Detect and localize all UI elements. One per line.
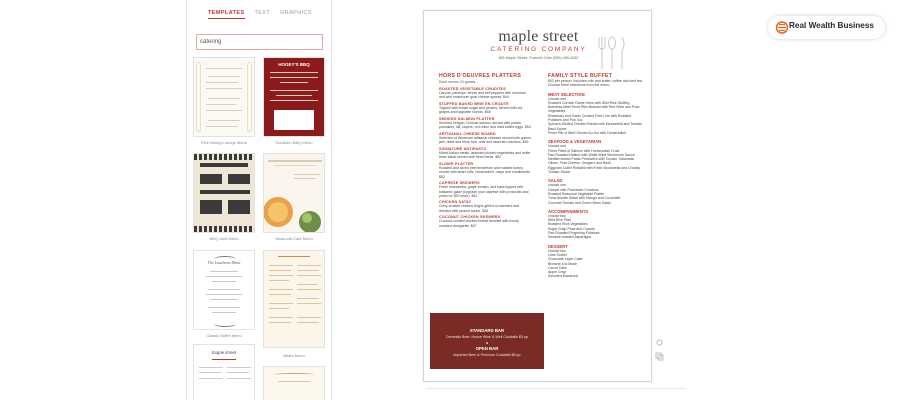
menu-subtitle: CATERING COMPANY <box>490 46 587 53</box>
bar-standard-desc: Domestic Beer, House Wine & Well Cocktails $5 pp <box>446 335 528 339</box>
group-row: Boneless Beef Short Ribs Braised with Red Wine and Root Vegetables <box>548 105 640 114</box>
menu-item <box>439 162 532 179</box>
group-row: Apple Crisp <box>548 270 567 275</box>
text-line <box>227 367 251 368</box>
text-line <box>278 381 310 382</box>
template-label: Classic Buffet Menu <box>206 333 242 338</box>
template-thumb-maple-street[interactable] <box>193 344 255 400</box>
utensils-icon <box>596 35 630 71</box>
group-row: Roasted Root Vegetables <box>548 222 588 227</box>
divider-dot <box>486 342 488 344</box>
text-line <box>297 270 319 271</box>
text-line <box>206 104 236 105</box>
brand-logo-icon <box>776 21 788 34</box>
group-row: Roasted Seasonal Vegetable Platter <box>548 191 605 196</box>
text-line <box>269 303 293 304</box>
item-name: CAPRESE SKEWERS <box>439 181 480 186</box>
item-name: CHICKEN SATAY <box>439 200 472 205</box>
text-line <box>206 88 242 89</box>
text-line <box>206 68 242 69</box>
text-line <box>278 256 310 257</box>
group-heading: SALAD <box>548 178 563 184</box>
ornament-line <box>274 373 314 376</box>
templates-panel <box>186 0 332 400</box>
brand-name: Real Wealth Business <box>789 21 874 30</box>
group-row: Sugar Snap Peas and Carrots <box>548 226 595 231</box>
item-desc: Coconut-crusted chicken breast drizzled with honey mustard vinaigrette. $47 <box>439 219 519 228</box>
template-thumb-food-photo[interactable] <box>263 153 325 233</box>
group-note: choose one <box>548 183 567 188</box>
group-row: Fresh Filets of Salmon with Horseradish Crust <box>548 148 620 153</box>
template-search-input[interactable] <box>196 34 323 50</box>
template-thumb-classic-buffet[interactable] <box>193 250 255 330</box>
template-label: Pine Dining Lounge Menu <box>200 140 248 145</box>
group-row: Rosemary and Garlic Crusted Pork Loin with Roasted Potatoes and Pan Jus <box>548 113 632 123</box>
group-row: Carrot Cake <box>548 265 567 270</box>
text-line <box>212 359 236 360</box>
text-line <box>208 289 240 290</box>
template-thumb-red-bbq[interactable] <box>263 57 325 137</box>
text-line <box>206 294 242 295</box>
text-line <box>208 98 240 99</box>
section-heading: HORS D'OEUVRES PLATTERS <box>439 73 522 79</box>
group-row: Roasted Cornish Game Hens with Wild Rice Stuffing <box>548 100 630 105</box>
ornament-bottom <box>214 321 236 327</box>
bar-standard-title: STANDARD BAR <box>469 328 505 333</box>
tab-templates[interactable]: TEMPLATES <box>208 10 245 19</box>
text-line <box>270 72 318 73</box>
thumb-title: HOGEY'S BBQ <box>278 62 310 67</box>
menu-item <box>439 215 532 228</box>
item-desc: Mixed Italian meats, assorted pickled vegetables and white bean salad served with fresh herbs. $52 <box>439 150 531 160</box>
item-desc: Smoked Oregon Chinook salmon, served with potato pancakes, dill, capers, red onion and hard boiled eggs. $54 <box>439 120 531 130</box>
section-note: $42 per person. Includes rolls and butter, coffee and iced tea. Choose three selections from the menu. <box>548 79 643 88</box>
menu-block <box>200 190 250 194</box>
text-line <box>227 372 249 373</box>
group-row: Mediterranean Pasta Primavera with Tomato, Kalamata Olives, Feta Cheese, Oregano and Basil <box>548 157 634 166</box>
text-line <box>269 317 293 318</box>
text-line <box>270 77 318 78</box>
menu-item <box>439 87 532 100</box>
copy-icon[interactable] <box>655 352 664 361</box>
item-desc: Selection of American artisanal cheeses served with quince jam, dried and fresh fruit, nuts and assorted crackers. $49 <box>439 135 532 145</box>
vine-ornament-right <box>247 62 252 132</box>
text-line <box>297 317 321 318</box>
tab-text[interactable]: TEXT <box>254 10 271 16</box>
item-desc: Fresh mozzarella, grape tomato, and basil topped with balsamic glaze (upgrade your caprese with prosciutto and pesto for $20 more). $42 <box>439 185 529 198</box>
bar-open-desc: Imported Beer & Premium Cocktails $8 pp <box>453 353 521 357</box>
text-line <box>206 82 238 83</box>
group-row: Pan-Roasted Halibut with White Wine Mushroom Sauce <box>548 152 635 157</box>
menu-item <box>439 181 532 198</box>
item-name: ROASTED VEGETABLE CRUDITES <box>439 87 506 91</box>
group-row: Tuna Noodle Salad with Mango and Cucumber <box>548 196 621 201</box>
group-heading: MEAT SELECTION <box>548 91 585 97</box>
bar-box <box>430 313 544 369</box>
group-row: Gourmet Tomato and Green Bean Salad <box>548 200 611 205</box>
group-row: Prime Rib of Beef Served Au Jus with Horseradish <box>548 130 627 135</box>
text-line <box>269 280 289 281</box>
section-note: Each serves 20 guests. <box>439 80 477 84</box>
menu-page[interactable] <box>423 10 652 382</box>
white-card <box>274 110 314 130</box>
template-label: Bistro Menu <box>283 353 305 358</box>
text-line <box>269 265 293 266</box>
text-line <box>269 289 293 290</box>
group-row: Lime Sorbet <box>548 252 567 257</box>
template-thumb-ornate[interactable] <box>263 366 325 400</box>
template-label: Southern BBQ Menu <box>275 140 313 145</box>
text-line <box>297 298 319 299</box>
text-line <box>212 312 236 313</box>
text-line <box>199 367 223 368</box>
section-heading: FAMILY STYLE BUFFET <box>548 73 613 79</box>
template-label: Seasonal Café Menu <box>275 236 313 241</box>
group-heading: ACCOMPANIMENTS <box>548 208 589 214</box>
template-thumb-bistro[interactable] <box>263 250 325 348</box>
thumb-title: maple street <box>211 351 237 356</box>
text-line <box>206 276 242 277</box>
text-line <box>212 281 236 282</box>
menu-right-column <box>548 73 644 279</box>
item-desc: Curry-crusted chicken thighs grilled on skewers and drizzled with peanut sauce. $46 <box>439 204 520 213</box>
text-line <box>199 372 221 373</box>
group-row: Sesame-roasted Asparagus <box>548 235 592 240</box>
menu-left-column <box>439 73 532 230</box>
group-row: Assorted Macarons <box>548 274 579 279</box>
template-thumb-bbq-joint[interactable] <box>193 153 255 233</box>
group-note: choose two <box>548 213 566 218</box>
menu-block <box>200 174 222 184</box>
text-line <box>269 308 289 309</box>
move-icon[interactable] <box>655 338 664 347</box>
brand-badge <box>768 16 885 39</box>
text-line <box>280 82 308 83</box>
template-thumb-fine-dining[interactable] <box>193 57 255 137</box>
template-label: BBQ Joint Menu <box>209 236 239 241</box>
item-name: SMOKED SALMON PLATTER <box>439 116 495 121</box>
item-desc: Carrots, parsnips, fennel and bell peppers with hummus and wild mushroom goat cheese spread. $44 <box>439 91 526 100</box>
text-line <box>269 270 291 271</box>
group-row: Pan-Roasted Fingerling Potatoes <box>548 231 600 236</box>
item-name: COCONUT CHICKEN SKEWERS <box>439 215 501 220</box>
pattern-band <box>194 226 254 232</box>
bar-open-title: OPEN BAR <box>475 346 499 351</box>
menu-block <box>200 200 222 214</box>
vine-ornament-left <box>196 62 201 132</box>
text-line <box>297 289 321 290</box>
group-row: Caesar with Parmesan Croutons <box>548 187 599 192</box>
menu-item <box>439 117 532 130</box>
canvas-divider <box>426 388 686 389</box>
item-name: STUFFED BAKED BRIE EN CROUTE <box>439 101 509 106</box>
panel-tabs <box>187 10 332 22</box>
group-note: choose two <box>548 248 566 253</box>
group-row: Chocolate Layer Cake <box>548 257 583 262</box>
text-line <box>269 275 293 276</box>
text-line <box>206 110 242 111</box>
text-line <box>206 126 238 127</box>
group-heading: DESSERT <box>548 243 568 249</box>
pattern-band <box>194 154 254 160</box>
text-line <box>210 271 238 272</box>
menu-item <box>439 132 532 145</box>
item-desc: Topped with brown sugar and pecans, served with cut grapes and baguette rounds. $48 <box>439 105 523 115</box>
text-line <box>297 284 317 285</box>
header-bar <box>200 163 248 167</box>
text-line <box>227 378 251 379</box>
item-name: ARTISANAL CHEESE BOARD <box>439 131 496 136</box>
text-line <box>208 120 240 121</box>
text-line <box>210 299 238 300</box>
menu-block <box>228 174 250 184</box>
group-note: choose one <box>548 96 567 101</box>
text-line <box>297 275 321 276</box>
text-line <box>270 100 318 101</box>
text-line <box>270 90 318 91</box>
text-line <box>208 76 240 77</box>
item-name: SIGNATURE ANTIPASTO <box>439 146 487 151</box>
group-row: Spinach-Stuffed Chicken Breast with Mozzarella and Tomato Basil Sauce <box>548 122 642 131</box>
text-line <box>269 322 291 323</box>
thumb-title: The Luncheon Menu <box>207 260 241 265</box>
menu-block <box>228 200 250 214</box>
text-line <box>276 95 312 96</box>
menu-item <box>439 147 532 160</box>
text-line <box>297 303 321 304</box>
tab-graphics[interactable]: GRAPHICS <box>280 10 312 16</box>
group-row: Eggplant Cutlet Rollatini with Fresh Mozzarella and Chunky Tomato Sauce <box>548 165 641 175</box>
text-line <box>199 378 223 379</box>
item-desc: Roasted and sliced beef tenderloin and roasted turkey, served with slider rolls, horseradish, mayo and condiments. $52 <box>439 165 531 179</box>
group-row: Brownie a la Mode <box>548 261 577 266</box>
text-line <box>297 265 321 266</box>
menu-item <box>439 200 532 213</box>
group-row: Wild Rice Pilaf <box>548 218 571 223</box>
menu-address: 456 Maple Street, Franklin Ohio (555) 456-5557 <box>498 56 579 60</box>
text-line <box>208 307 240 308</box>
menu-title: maple street <box>498 28 579 45</box>
group-note: choose one <box>548 144 567 149</box>
item-name: SLIDER PLATTER <box>439 161 474 166</box>
menu-item <box>439 102 532 115</box>
food-photo-image <box>264 154 325 233</box>
bar-scallop-icon <box>430 313 544 369</box>
text-line <box>269 294 291 295</box>
group-heading: SEAFOOD & VEGETARIAN <box>548 139 602 145</box>
text-line <box>297 322 319 323</box>
